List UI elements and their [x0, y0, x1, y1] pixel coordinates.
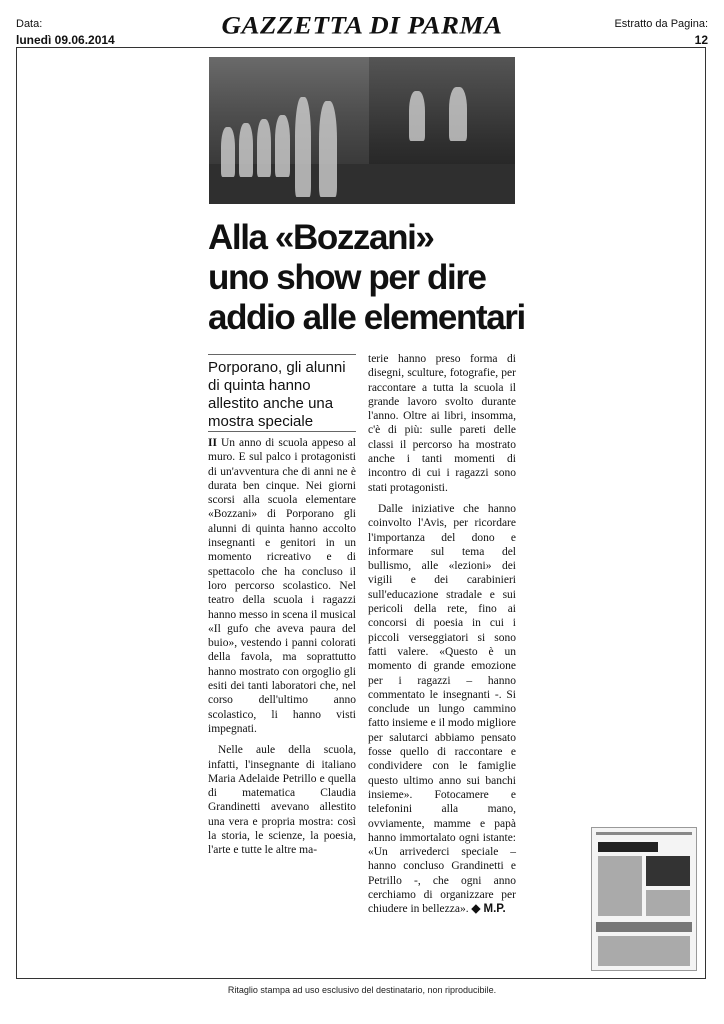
thumb-text-block	[598, 856, 642, 916]
photo-floor	[209, 164, 515, 204]
photo-figure	[295, 97, 311, 197]
headline-line: addio alle elementari	[208, 298, 525, 337]
page-block	[614, 16, 708, 48]
paragraph-text: Un anno di scuola appeso al muro. E sul palco i protagonisti di un'avventura che di anni ne è durata ben cinque. Nei giorni scorsi alla scuola elementare «Bozzani» di Porporano gli alunni di quinta hanno accolto insegnanti e genitori in un momento ricreativo e di spettacolo che ha concluso il loro percorso scolastico. Nel teatro della scuola i ragazzi hanno messo in scena il musical «Il gufo che aveva paura del buio», vestendo i panni colorati della favola, ma soprattutto hanno mostrato con orgoglio gli esiti dei tanti laboratori che, nel corso dell'ultimo anno scolastico, li hanno visti impegnati.	[208, 437, 357, 735]
page-thumbnail	[591, 827, 697, 971]
photo-figure	[239, 123, 253, 177]
photo-figure	[257, 119, 271, 177]
article-paragraph	[208, 436, 356, 736]
date-value: lunedì 09.06.2014	[16, 33, 115, 47]
deck-divider	[208, 431, 356, 432]
thumb-photo-block	[646, 856, 690, 886]
page-number: 12	[694, 33, 708, 47]
headline	[208, 218, 528, 338]
article-paragraph: Nelle aule della scuola, infatti, l'insegnante di italiano Maria Adelaide Petrillo e quella di matematica Claudia Grandinetti avevano allestito una vera e propria mostra: così la storia, le scienze, la poesia, l'arte e tutte le altre ma-	[208, 744, 356, 857]
thumb-ads-banner	[596, 922, 692, 932]
page-label: Estratto da Pagina:	[614, 18, 708, 30]
photo-figure	[221, 127, 235, 177]
article-column-2	[368, 352, 516, 924]
photo-figure	[449, 87, 467, 141]
article-paragraph: terie hanno preso forma di disegni, sculture, fotografie, per raccontare a tutta la scuola il grande lavoro svolto durante l'anno. Oltre ai libri, insomma, c'è di più: sulle pareti delle classi il percorso ha mostrato anche i tanti momenti di incontro di cui i ragazzi sono stati protagonisti.	[368, 353, 516, 494]
thumb-ads-block	[598, 936, 690, 966]
date-label: Data:	[16, 18, 43, 30]
thumb-title-block	[598, 842, 658, 852]
photo-figure	[275, 115, 290, 177]
article-photo	[209, 57, 515, 204]
paragraph-text: Dalle iniziative che hanno coinvolto l'Avis, per ricordare l'importanza del dono e informare sul tema del bullismo, alle «lezioni» dei vigili e dei carabinieri sull'educazione stradale e sui pericoli della rete, fino ai concorsi di poesia in cui i piccoli verseggiatori si sono fatti valere. «Questo è un momento di grande emozione per i ragazzi – hanno commentato le insegnanti -. Si conclude un lungo cammino fatto insieme e il modo migliore per salutarci abbiamo pensato fosse quello di raccontare e condividere con le famiglie questo ultimo anno sui banchi insieme». Fotocamere e telefonini alla mano, ovviamente, mamme e papà hanno immortalato ogni istante: «Un arrivederci speciale – hanno concluso Grandinetti e Petrillo -, che ogni anno cerchiamo di organizzare per chiudere in bellezza».	[368, 502, 516, 916]
article-paragraph	[368, 502, 516, 917]
author-signature: ◆ M.P.	[471, 903, 506, 916]
thumb-text-block	[646, 890, 690, 916]
footer-notice: Ritaglio stampa ad uso esclusivo del destinatario, non riproducibile.	[227, 985, 497, 995]
section-marker: II	[208, 437, 217, 449]
headline-line: uno show per dire	[208, 258, 486, 297]
thumb-header-bar	[596, 832, 692, 835]
photo-figure	[409, 91, 425, 141]
masthead: GAZZETTA DI PARMA	[221, 10, 503, 40]
photo-figure	[319, 101, 337, 197]
headline-line: Alla «Bozzani»	[208, 218, 434, 257]
deck: Porporano, gli alunni di quinta hanno allestito anche una mostra speciale	[208, 354, 356, 431]
article-column-1	[208, 436, 356, 865]
